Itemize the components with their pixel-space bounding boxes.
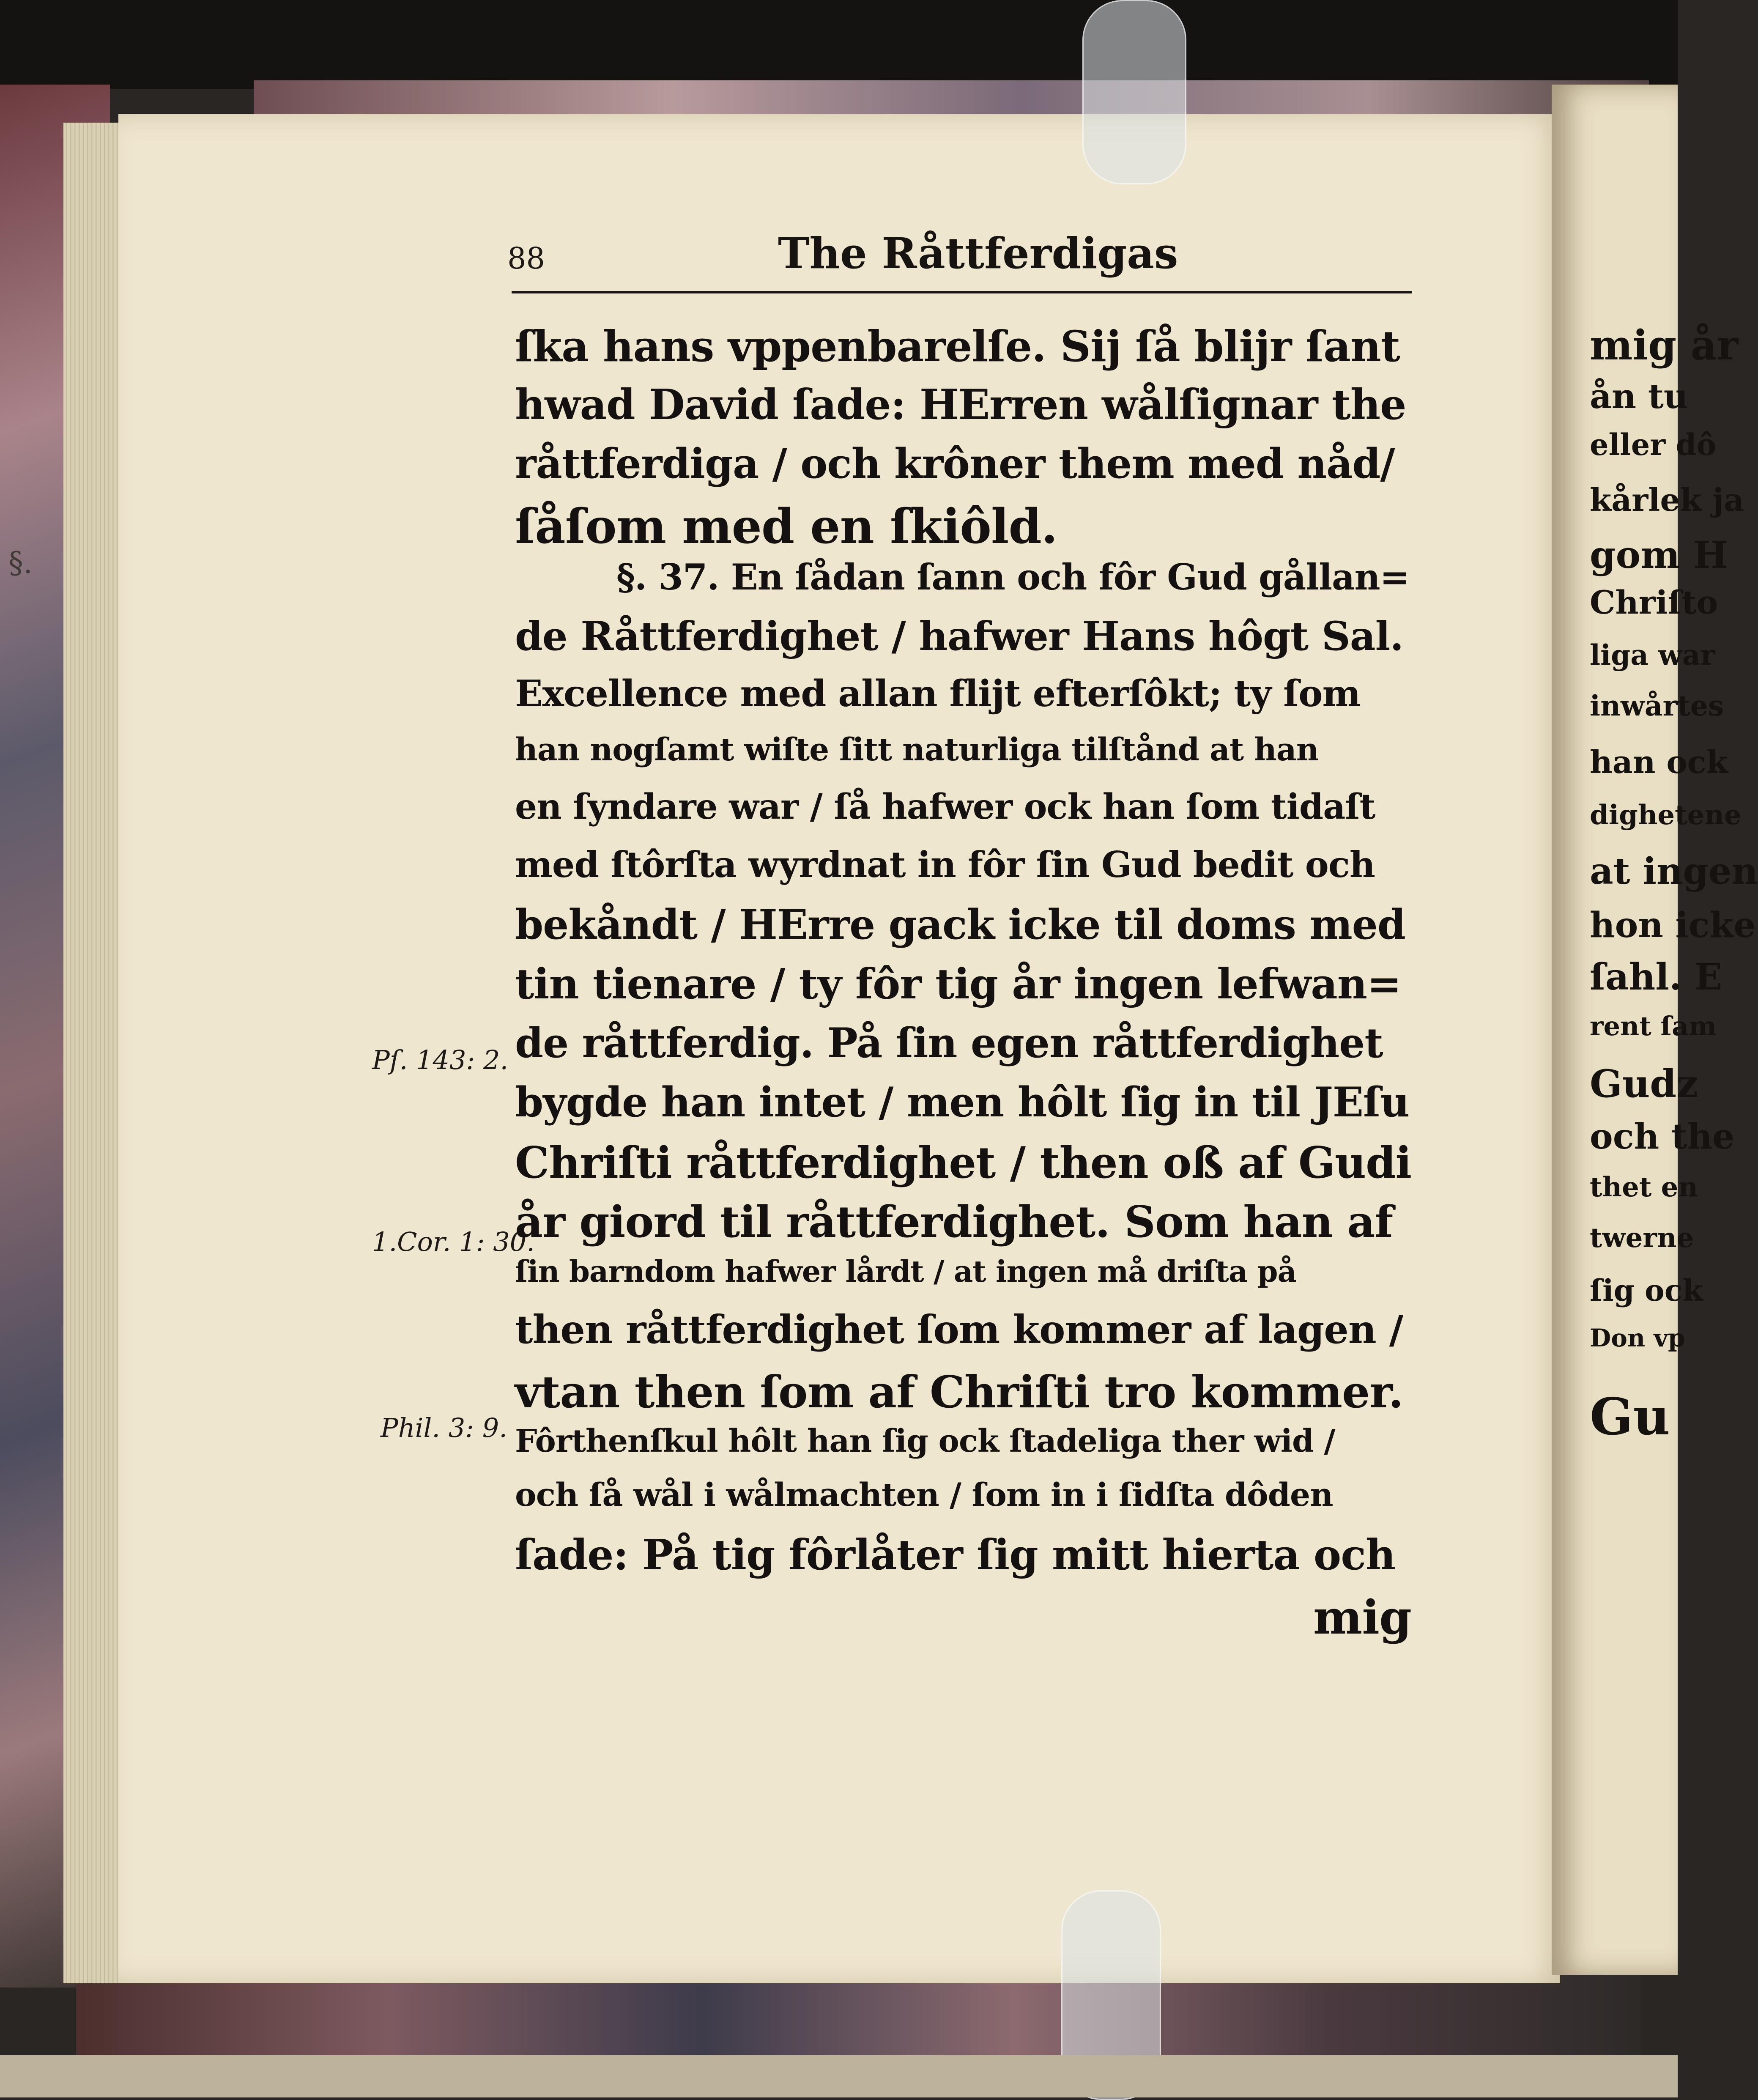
facing-page-line: Don vp	[1590, 1324, 1685, 1352]
body-line: en ſyndare war / ſå hafwer ock han ſom tidaſt	[515, 787, 1375, 827]
facing-page-line: ſahl. E	[1590, 956, 1722, 998]
section-mark: §.	[8, 546, 33, 580]
facing-page-line: gom H	[1590, 533, 1728, 577]
body-line: ſåſom med en ſkiôld.	[515, 499, 1057, 554]
body-line: Excellence med allan flijt efterſôkt; ty ſom	[515, 672, 1361, 715]
scanner-background-top	[0, 0, 1678, 89]
facing-page-line: at ingen	[1590, 850, 1758, 893]
body-line: tin tienare / ty fôr tig år ingen lefwan=	[515, 960, 1402, 1009]
facing-page-line: eller dô	[1590, 427, 1717, 462]
body-line: ſade: På tig fôrlåter ſig mitt hierta och	[515, 1531, 1396, 1579]
body-line: råttferdiga / och krôner them med nåd/	[515, 440, 1395, 488]
body-line: Chriſti råttferdighet / then oß af Gudi	[515, 1138, 1412, 1188]
body-line: och ſå wål i wålmachten / ſom in i ſidſta dôden	[515, 1476, 1333, 1513]
header-rule	[512, 291, 1412, 293]
facing-page-line: och the	[1590, 1116, 1735, 1157]
body-line: ſin barndom hafwer lårdt / at ingen må driſta på	[515, 1254, 1296, 1289]
facing-page-line: ån tu	[1590, 376, 1688, 416]
body-line: vtan then ſom af Chriſti tro kommer.	[515, 1366, 1403, 1418]
body-line: år giord til råttferdighet. Som han af	[515, 1197, 1393, 1247]
body-line: hwad David ſade: HErren wålſignar the	[515, 381, 1406, 429]
body-line: §. 37. En ſådan ſann och fôr Gud gållan=	[616, 556, 1409, 598]
body-text	[515, 313, 1437, 1700]
scanner-background-bottom	[0, 2055, 1678, 2097]
facing-page-line: han ock	[1590, 744, 1728, 781]
facing-page-line: mig år	[1590, 321, 1739, 369]
facing-page-line: ſig ock	[1590, 1273, 1703, 1308]
facing-page-line: dighetene	[1590, 799, 1742, 831]
margin-note: Phil. 3: 9.	[381, 1412, 507, 1443]
body-line: han nogſamt wiſte ſitt naturliga tilſtånd at han	[515, 732, 1319, 768]
body-line: med ſtôrſta wyrdnat in fôr ſin Gud bedit och	[515, 844, 1375, 886]
facing-page-line: Gudz	[1590, 1061, 1698, 1106]
body-line: bekåndt / HErre gack icke til doms med	[515, 901, 1405, 949]
body-line: then råttferdighet ſom kommer af lagen /	[515, 1307, 1403, 1352]
facing-page-line: hon icke	[1590, 905, 1756, 946]
facing-page-line: inwårtes	[1590, 689, 1724, 722]
facing-page-line: twerne	[1590, 1222, 1694, 1254]
facing-page-line: Chriſto	[1590, 584, 1718, 621]
body-line: de råttferdig. På ſin egen råttferdighet	[515, 1019, 1383, 1067]
facing-page-line: kårlek ja	[1590, 482, 1744, 518]
body-line: Fôrthenſkul hôlt han ſig ock ſtadeliga ther wid /	[515, 1423, 1335, 1459]
body-line: de Råttferdighet / hafwer Hans hôgt Sal.	[515, 613, 1404, 660]
body-line: ſka hans vppenbarelſe. Sij ſå blijr ſant	[515, 321, 1400, 371]
margin-note: Pſ. 143: 2.	[372, 1045, 509, 1075]
facing-page-line: liga war	[1590, 639, 1715, 672]
catchword: mig	[1313, 1590, 1411, 1645]
body-line: bygde han intet / men hôlt ſig in til JEſu	[515, 1078, 1410, 1126]
facing-page-line: Gu	[1590, 1387, 1670, 1447]
facing-page	[1552, 85, 1758, 1975]
header-title: The Råttferdigas	[778, 228, 1178, 278]
running-head	[507, 224, 1408, 278]
facing-page-line: rent ſam	[1590, 1011, 1717, 1042]
margin-note: 1.Cor. 1: 30.	[372, 1226, 535, 1257]
facing-page-line: thet en	[1590, 1171, 1698, 1203]
page-number: 88	[507, 241, 545, 276]
page-clip-top	[1082, 0, 1186, 184]
